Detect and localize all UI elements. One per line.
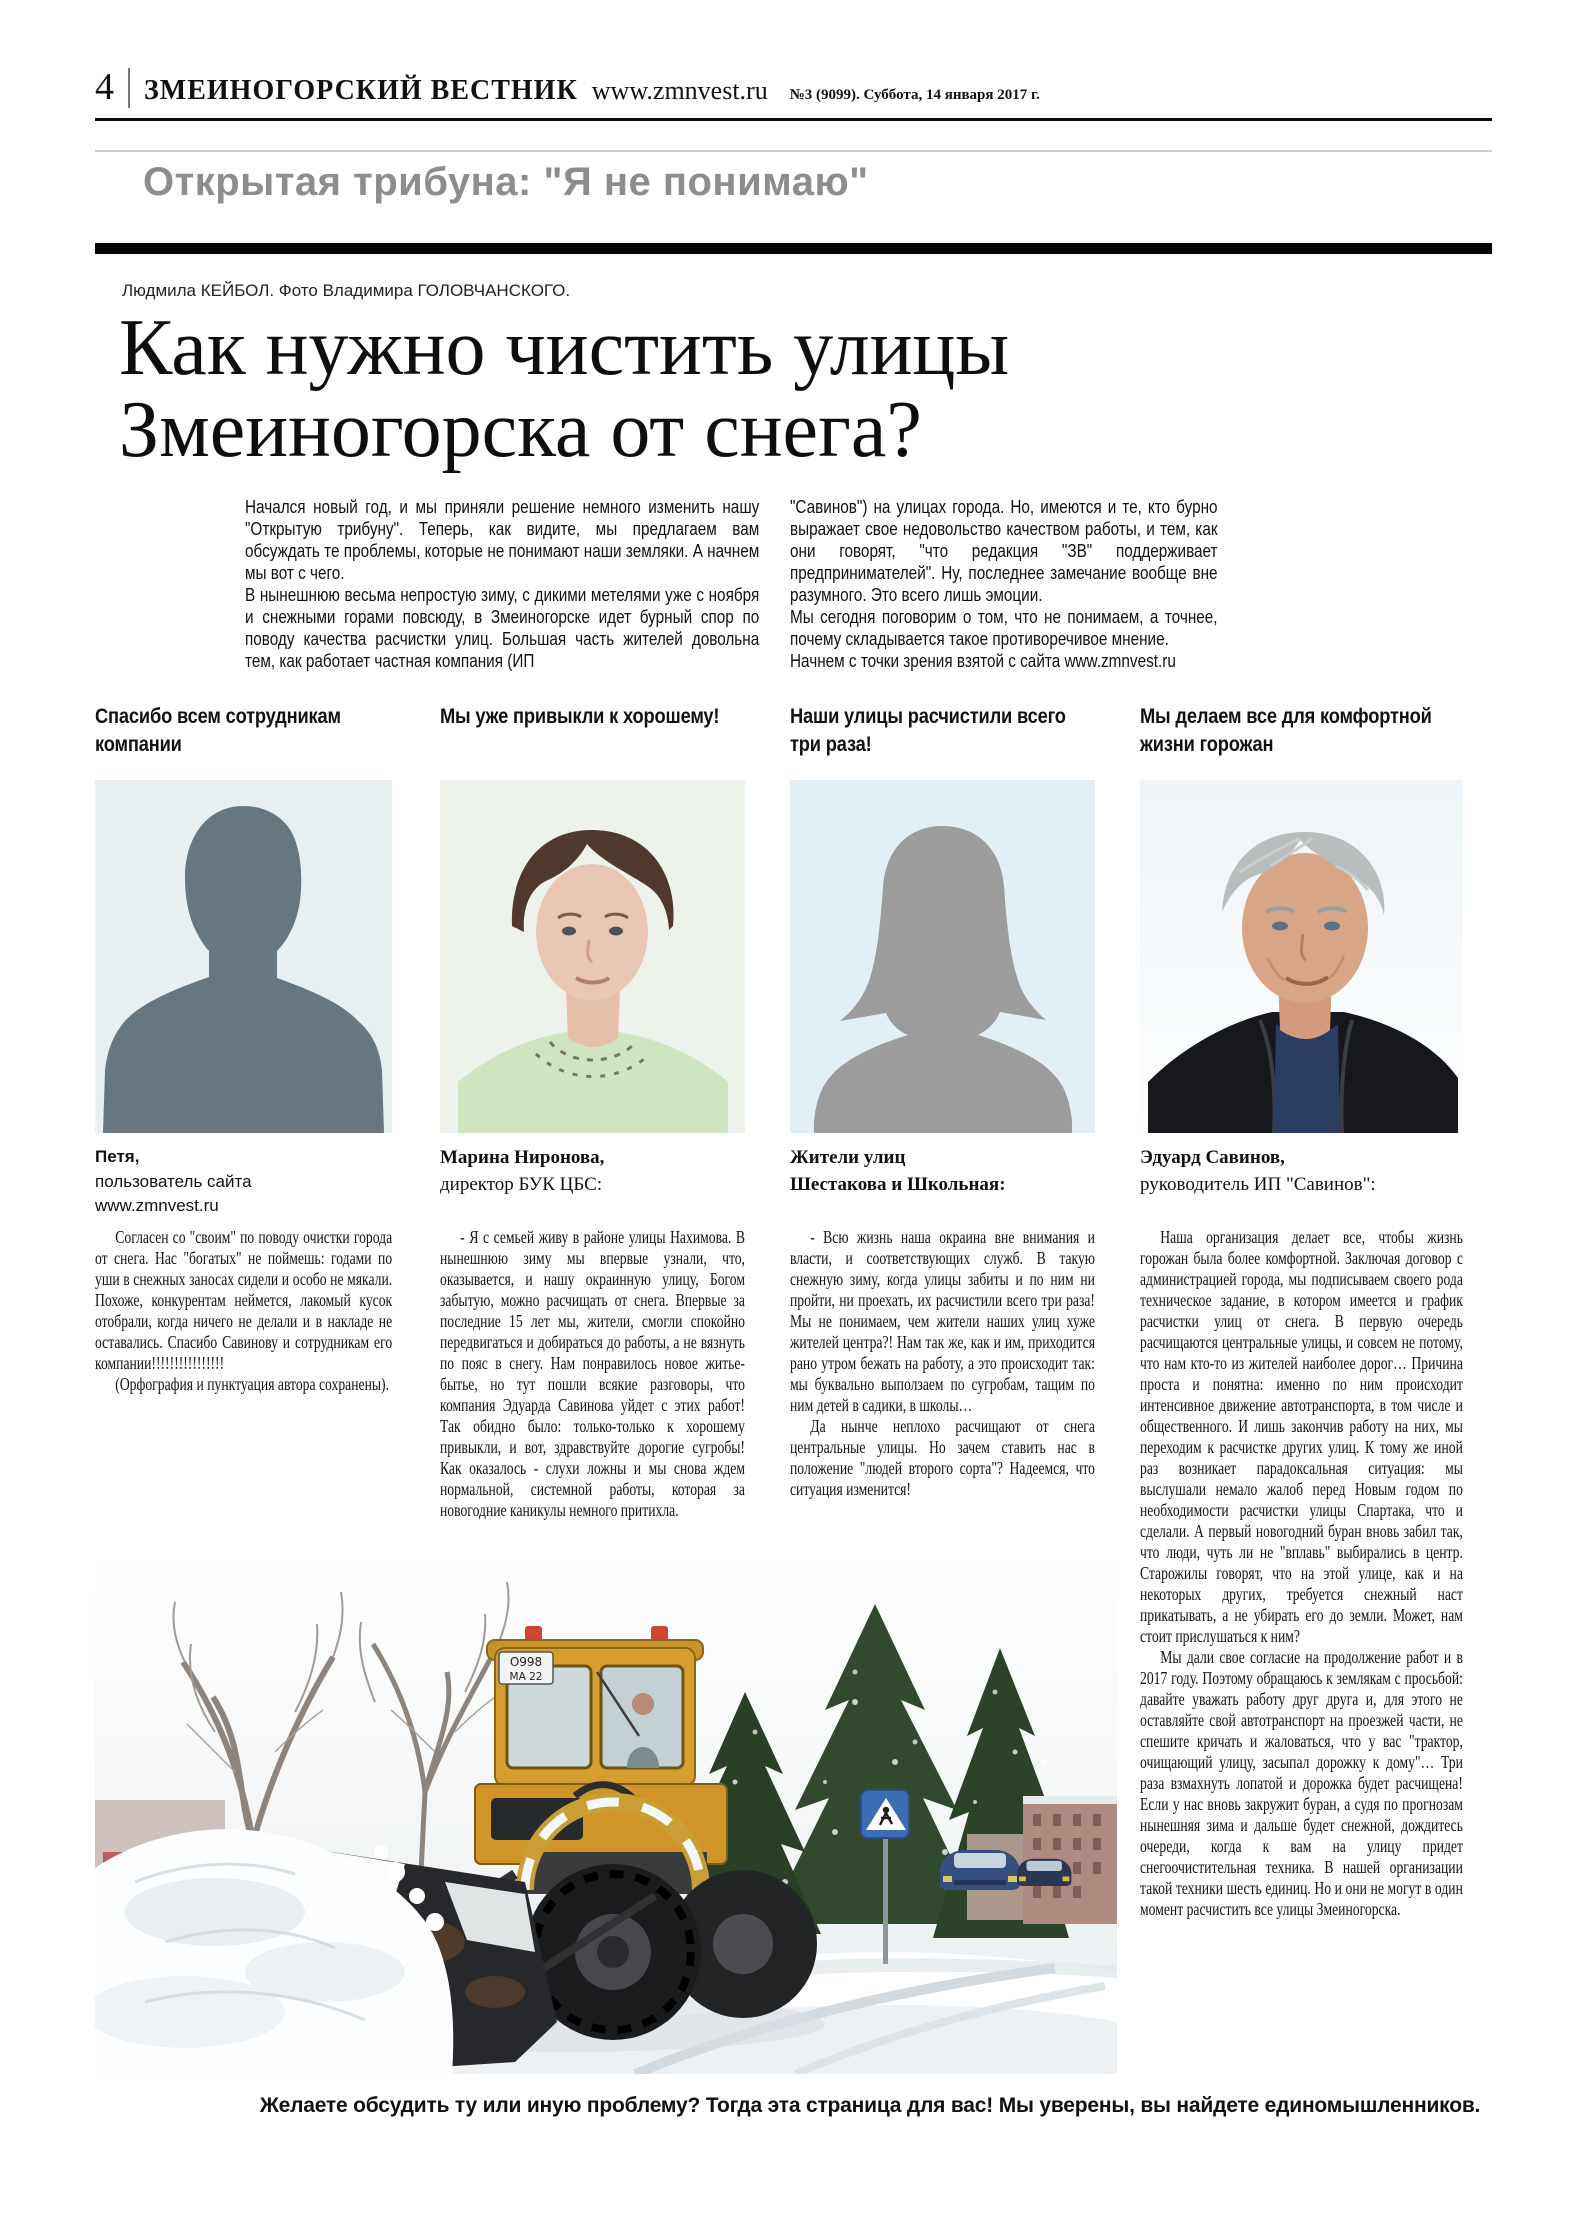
- lead-paragraph: Мы сегодня поговорим о том, что не понимаем, а точнее, почему складывается такое противоречивое мнение.: [790, 606, 1218, 649]
- opinion-column-3: [790, 702, 1095, 1500]
- headline-line-2: Змеиногорска от снега?: [119, 385, 922, 474]
- body-paragraph: - Я с семьей живу в районе улицы Нахимова. В нынешнюю зиму мы впервые узнали, что, оказывается, и нашу окраинную улицу, Богом забытую, можно расчищать от снега. Впервые за последние 15 лет мы, жители, смогли спокойно передвигаться и добираться до работы, а не вязнуть по пояс в снегу. Нам понравилось новое житье-бытье, но тут пошли всякие разговоры, что компания Эдуарда Савинова уйдет с этих работ! Так обидно было: только-только к хорошему привыкли, и вот, здравствуйте дорогие сугробы! Как оказалось - слухи ложны и мы снова ждем нормальной, системной работы, которая за новогодние каникулы немного притихла.: [440, 1227, 745, 1520]
- lead-paragraph: Начался новый год, и мы приняли решение немного изменить нашу "Открытую трибуну". Теперь, как видите, мы предлагаем вам обсуждать те проблемы, которые не понимают наши земляки. А начнем мы вот с чего.: [245, 497, 760, 583]
- column-body: [790, 1227, 1095, 1500]
- snow-pile: [95, 1829, 453, 2074]
- male-silhouette-icon: [95, 780, 392, 1133]
- caption-name: Жители улиц: [790, 1147, 906, 1168]
- lead-column-left: [245, 497, 759, 673]
- photo-caption: [790, 1145, 1095, 1219]
- lead-paragraph: Начнем с точки зрения взятой с сайта www.zmnvest.ru: [790, 650, 1176, 671]
- page-number: 4: [95, 66, 114, 108]
- portrait-photo: [790, 780, 1095, 1133]
- street-photo: [95, 1552, 1117, 2074]
- caption-name: Марина Ниронова,: [440, 1147, 605, 1168]
- column-subhead: Мы уже привыкли к хорошему!: [440, 704, 720, 728]
- opinion-column-4: [1140, 702, 1463, 1920]
- caption-name: Эдуард Савинов,: [1140, 1147, 1285, 1168]
- female-silhouette-icon: [790, 780, 1095, 1133]
- caption-role: директор БУК ЦБС:: [440, 1173, 603, 1195]
- opinion-column-2: [440, 702, 745, 1521]
- body-paragraph: (Орфография и пунктуация автора сохранены).: [115, 1374, 390, 1394]
- lead-column-right: [790, 497, 1218, 673]
- section-title: Открытая трибуна: "Я не понимаю": [143, 160, 869, 204]
- lead-paragraph: В нынешнюю весьма непростую зиму, с дикими метелями уже с ноября и снежными горами повсюду, в Змеиногорске идет бурный спор по поводу качества расчистки улиц. Большая часть жителей довольна тем, как работает частная компания (ИП: [245, 584, 760, 671]
- portrait-photo: [1140, 780, 1463, 1133]
- photo-caption: [440, 1145, 745, 1219]
- footer-note: Желаете обсудить ту или иную проблему? Тогда эта страница для вас! Мы уверены, вы найдете единомышленников.: [259, 2094, 1481, 2117]
- column-subhead: Наши улицы расчистили всего три раза!: [790, 704, 1066, 757]
- woman-portrait-illustration: [440, 780, 745, 1133]
- caption-role: пользователь сайта: [95, 1171, 252, 1191]
- column-subhead: Мы делаем все для комфортной жизни горожан: [1140, 704, 1432, 757]
- body-paragraph: Мы дали свое согласие на продолжение работ и в 2017 году. Поэтому обращаюсь к землякам с просьбой: давайте уважать работу друг друга и, для этого не оставляйте свой автотранспорт на проезжей части, не спешите кричать и жаловаться, что у вас "трактор, очищающий улицу, засыпал дорожку к дому"… Три раза взмахнуть лопатой и дорожка будет расчищена! Если у нас вновь закружит буран, а судя по прогнозам нынешняя зима и дальше будет снежной, дождитесь очереди, когда к вам на улицу придет снегоочистительная техника. В нашей организации такой техники шесть единиц. Но и они не могут в один момент расчистить все улицы Змеиногорска.: [1140, 1647, 1463, 1919]
- body-paragraph: Наша организация делает все, чтобы жизнь горожан была более комфортной. Заключая договор с администрацией города, мы подписываем своего рода техническое задание, в котором имеется и график расчистки улиц от снега. В первую очередь расчищаются центральные улицы, и совсем не потому, что нам кто-то из жителей наиболее дорог… Причина проста и понятна: именно по ним происходит интенсивное движение автотранспорта, в том числе и общественного. И лишь закончив работу на них, мы переходим к расчистке других улиц. К тому же иной раз возникает парадоксальная ситуация: мы выслушали немало жалоб перед Новым годом по необходимости расчистки улицы Спартака, что и сделали. А первый новогодний буран вновь забил так, что люди, чуть ли не "вплавь" выбирались в центр. Старожилы говорят, что на этой улице, как и на некоторых других, требуется снежный наст прикатывать, а не убирать его до земли. Может, нам стоит прислушаться к ним?: [1140, 1227, 1463, 1646]
- page-header: [95, 68, 1492, 121]
- man-portrait-illustration: [1140, 780, 1463, 1133]
- article-headline: [119, 304, 1459, 474]
- black-divider-bar: [95, 243, 1492, 254]
- license-plate: [499, 1652, 553, 1684]
- byline: Людмила КЕЙБОЛ. Фото Владимира ГОЛОВЧАНСКОГО.: [122, 281, 571, 300]
- opinion-column-1: [95, 702, 392, 1395]
- photo-caption: [1140, 1145, 1463, 1219]
- photo-caption: [95, 1145, 392, 1219]
- masthead-title: ЗМЕИНОГОРСКИЙ ВЕСТНИК: [144, 75, 578, 106]
- portrait-photo: [95, 780, 392, 1133]
- portrait-photo: [440, 780, 745, 1133]
- caption-role: руководитель ИП "Савинов":: [1140, 1173, 1376, 1195]
- caption-name: Шестакова и Школьная:: [790, 1173, 1006, 1195]
- body-paragraph: - Всю жизнь наша окраина вне внимания и власти, и соответствующих служб. В такую снежную зиму, когда улицы забиты и по ним ни пройти, ни проехать, их расчистили всего три раза! Мы не понимаем, чем жители наших улиц хуже жителей центра?! Нам так же, как и им, приходится рано утром бежать на работу, а это происходит так: мы буквально выползаем по сугробам, тащим по ним детей в садики, в школы…: [790, 1227, 1095, 1415]
- snow-clearing-scene: [95, 1552, 1117, 2074]
- header-divider: [128, 68, 130, 108]
- svg-text:МА 22: МА 22: [509, 1671, 543, 1683]
- caption-role: www.zmnvest.ru: [95, 1196, 219, 1216]
- svg-text:О998: О998: [509, 1655, 543, 1669]
- thin-rule: [95, 150, 1492, 152]
- body-paragraph: Да нынче неплохо расчищают от снега центральные улицы. Но зачем ставить нас в положение "людей второго сорта"? Надеемся, что ситуация изменится!: [790, 1416, 1095, 1499]
- column-body: [95, 1227, 392, 1395]
- issue-info: №3 (9099). Суббота, 14 января 2017 г.: [789, 87, 1040, 103]
- masthead-site-url: www.zmnvest.ru: [591, 76, 768, 105]
- body-paragraph: Согласен со "своим" по поводу очистки города от снега. Нас "богатых" не поймешь: годами по уши в снежных заносах сидели и особо не мякали. Похоже, конкурентам неймется, лакомый кусок отобрали, когда ничего не делали и в накладе не оставались. Спасибо Савинову и сотрудникам его компании!!!!!!!!!!!!!!!!: [95, 1227, 393, 1373]
- caption-name: Петя,: [95, 1147, 140, 1166]
- headline-line-1: Как нужно чистить улицы: [119, 304, 1010, 392]
- column-body: [440, 1227, 745, 1521]
- lead-paragraph: "Савинов") на улицах города. Но, имеются и те, кто бурно выражает свое недовольство качеством работы, и тем, как они говорят, "что редакция "ЗВ" поддерживает предпринимателей". Ну, последнее замечание вообще вне разумного. Это всего лишь эмоции.: [790, 497, 1218, 605]
- column-subhead: Спасибо всем сотрудникам компании: [95, 704, 341, 757]
- column-body: [1140, 1227, 1463, 1920]
